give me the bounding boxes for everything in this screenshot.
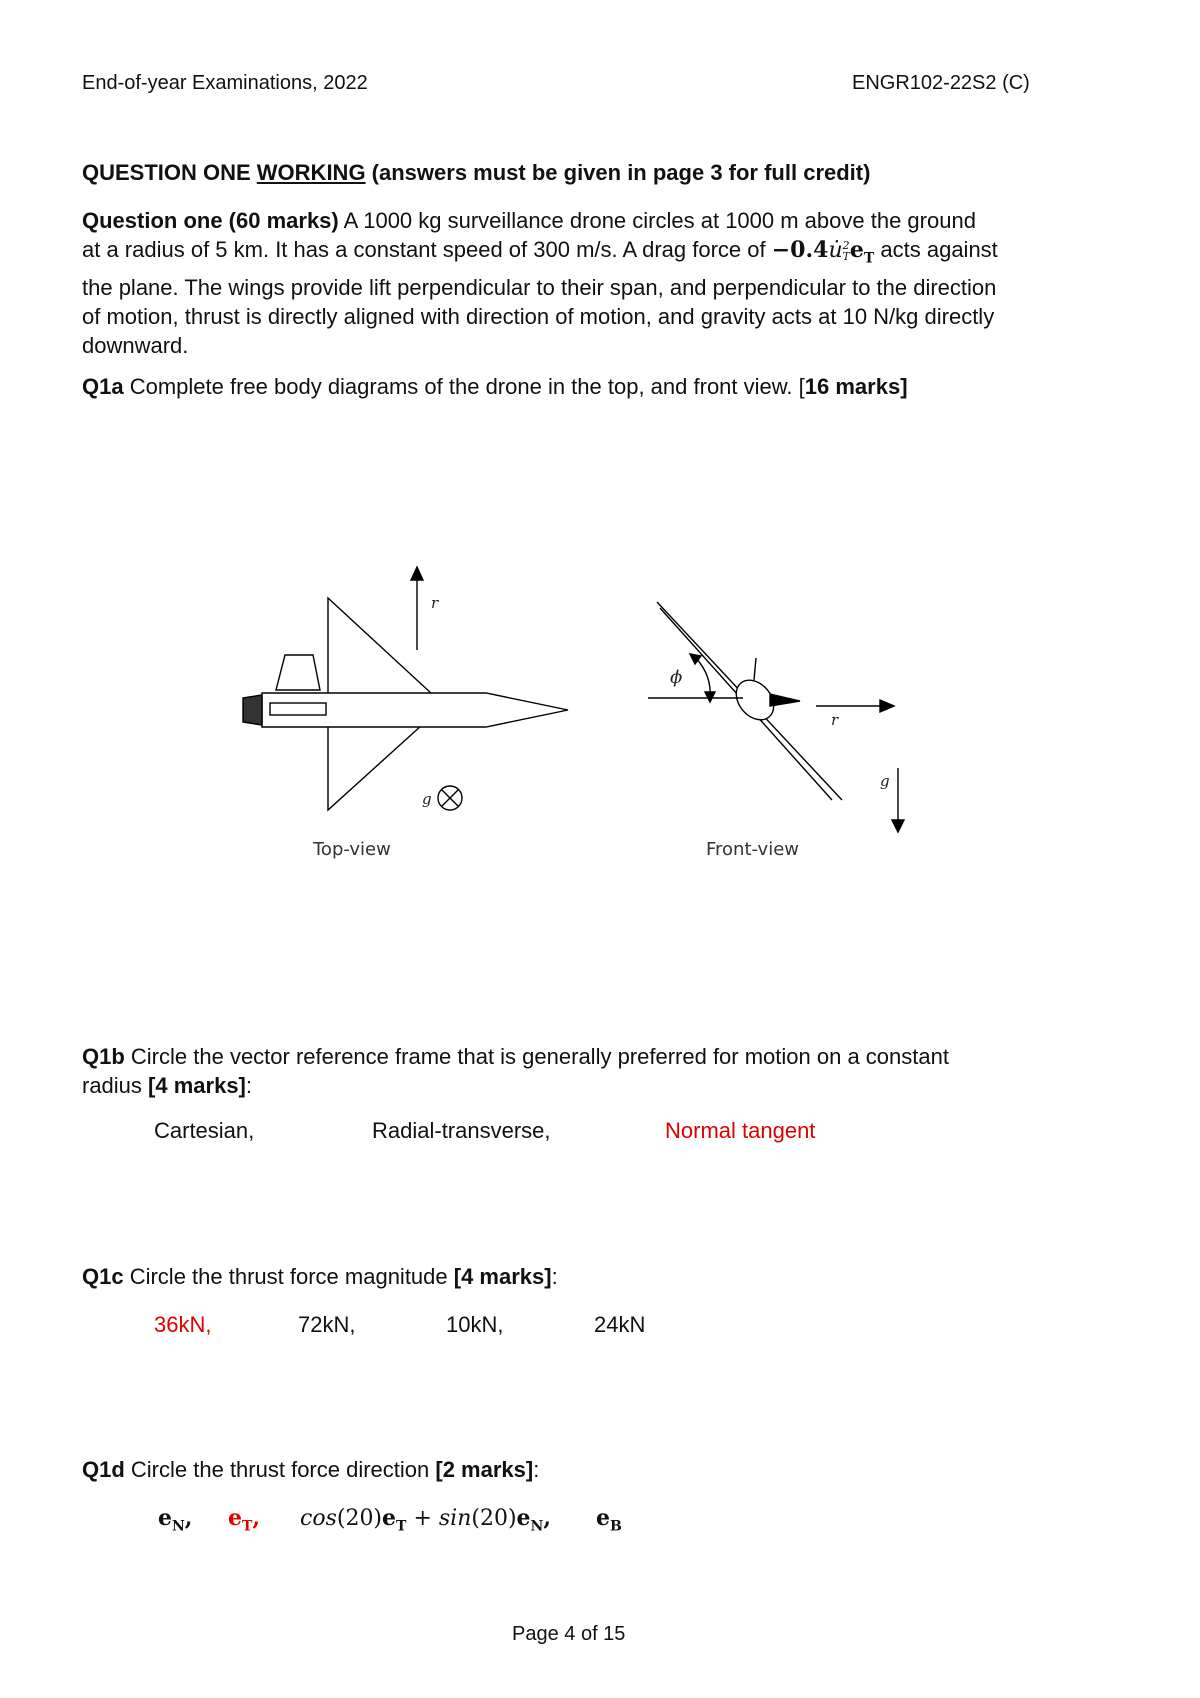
header-right: ENGR102-22S2 (C): [852, 72, 1030, 94]
q1c-option-36kn[interactable]: 36kN,: [154, 1312, 212, 1337]
question-line-1: A 1000 kg surveillance drone circles at 1000 m above the ground: [338, 208, 976, 233]
front-r-arrowhead: [880, 700, 894, 712]
q1b-marks: [4 marks]: [148, 1073, 246, 1098]
top-r-arrowhead: [411, 567, 423, 580]
question-line-4: of motion, thrust is directly aligned with direction of motion, and gravity acts at 10 N/kg directly: [82, 304, 995, 330]
q1d-colon: :: [533, 1457, 540, 1482]
drag-sub: T: [842, 250, 850, 264]
question-title: Question one (60 marks): [82, 208, 339, 233]
q1c-colon: :: [551, 1264, 558, 1289]
heading-underlined: WORKING: [256, 160, 366, 185]
q1b-text-1: Circle the vector reference frame that is generally preferred for motion on a constant: [124, 1044, 949, 1069]
drag-vec-sub: T: [863, 250, 875, 267]
drag-sup: 2: [842, 239, 850, 253]
q1b-text-2: radius: [82, 1073, 149, 1098]
front-g-label: g: [880, 772, 890, 790]
q1a-text: Complete free body diagrams of the drone in the top, and front view. [: [123, 374, 805, 399]
top-g-label: g: [422, 790, 432, 808]
question-line-2b: acts against: [874, 237, 998, 262]
q1b-option-radial-transverse[interactable]: Radial-transverse,: [372, 1118, 551, 1143]
q1b-option-cartesian[interactable]: Cartesian,: [154, 1118, 255, 1143]
top-r-label: r: [431, 594, 439, 612]
heading-suffix: (answers must be given in page 3 for full credit): [365, 160, 871, 185]
q1c-option-24kn[interactable]: 24kN: [594, 1312, 646, 1337]
q1a-marks: 16 marks]: [804, 374, 908, 399]
q1d-label: Q1d: [82, 1457, 125, 1482]
front-g-arrowhead: [892, 820, 904, 832]
page-number: Page 4 of 15: [512, 1623, 626, 1645]
q1d: [82, 1455, 539, 1484]
q1c-label: Q1c: [82, 1264, 124, 1289]
front-view-caption: Front-view: [706, 839, 799, 860]
q1d-option-en[interactable]: $e_N$,: [158, 1505, 193, 1535]
q1b-option-normal-tangent[interactable]: Normal tangent: [665, 1118, 816, 1143]
lower-wing: [328, 716, 432, 810]
q1b: [82, 1042, 1122, 1100]
q1d-option-combination[interactable]: $\cos(20)e_T + \sin(20)e_N$,: [300, 1505, 552, 1535]
q1d-option-et[interactable]: $e_T$,: [228, 1505, 261, 1535]
header-left: End-of-year Examinations, 2022: [82, 72, 368, 94]
q1c-option-72kn[interactable]: 72kN,: [298, 1312, 356, 1337]
q1d-marks: [2 marks]: [435, 1457, 534, 1482]
q1c-text: Circle the thrust force magnitude: [123, 1264, 454, 1289]
top-view-caption: Top-view: [313, 839, 391, 860]
tail-fin: [276, 655, 320, 690]
q1b-colon: :: [245, 1073, 253, 1098]
front-nose: [770, 694, 800, 706]
q1a-label: Q1a: [82, 374, 124, 399]
q1c-option-10kn[interactable]: 10kN,: [446, 1312, 504, 1337]
drag-u: u̇: [828, 238, 843, 263]
engine-exhaust: [243, 695, 262, 725]
q1c: [82, 1262, 558, 1291]
question-line-3: the plane. The wings provide lift perpendicular to their span, and perpendicular to the direction: [82, 275, 997, 301]
front-fin: [754, 658, 756, 680]
drag-coefficient: −0.4: [771, 237, 829, 263]
fuselage: [262, 693, 568, 727]
question-line-2: at a radius of 5 km. It has a constant speed of 300 m/s. A drag force of: [82, 237, 772, 262]
heading-prefix: QUESTION ONE: [82, 160, 257, 185]
q1c-marks: [4 marks]: [453, 1264, 552, 1289]
q1b-label: Q1b: [82, 1044, 125, 1069]
question-line-5: downward.: [82, 333, 189, 359]
q1d-option-eb[interactable]: $e_B$: [596, 1505, 622, 1535]
phi-label: ϕ: [670, 667, 683, 688]
q1d-text: Circle the thrust force direction: [124, 1457, 436, 1482]
drag-vec: e: [849, 237, 864, 263]
top-view-drawing: [243, 567, 568, 810]
front-r-label: r: [831, 711, 839, 729]
front-view-drawing: [648, 602, 904, 832]
